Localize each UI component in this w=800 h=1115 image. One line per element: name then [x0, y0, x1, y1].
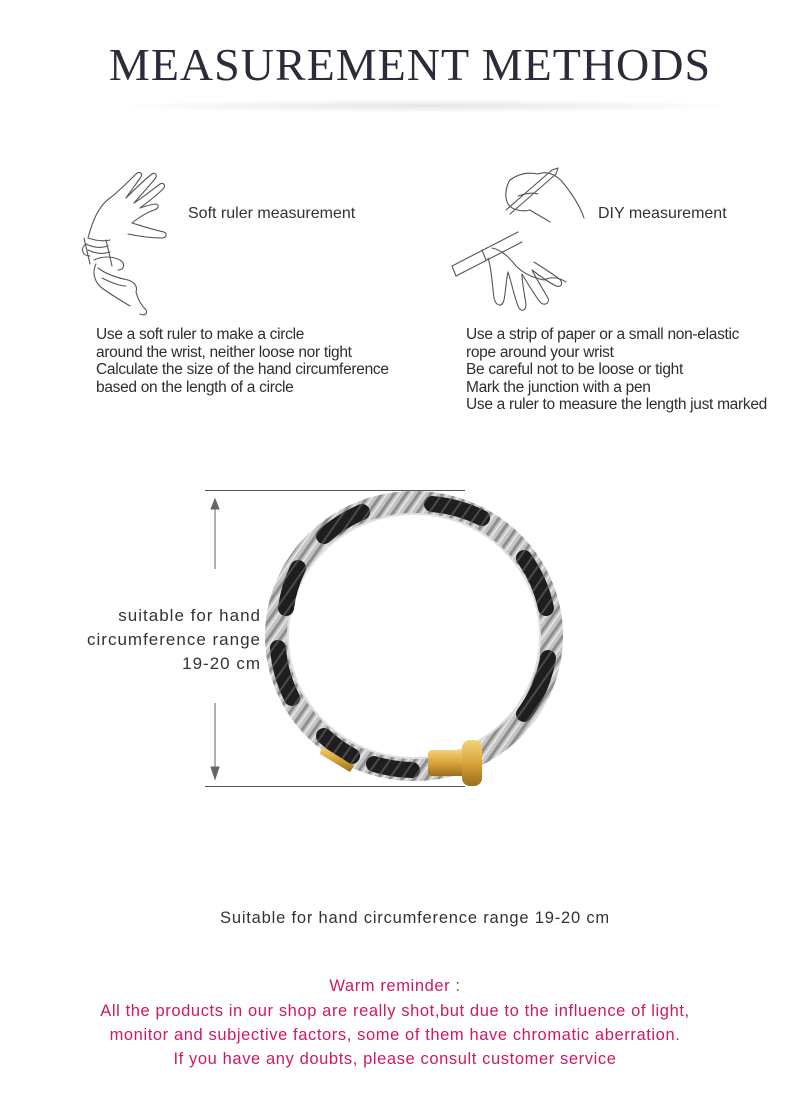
instruction-line: around the wrist, neither loose nor tight [96, 343, 352, 361]
twisted-cable-bracelet-image [262, 488, 572, 788]
reminder-heading: Warm reminder : [329, 977, 461, 995]
hand-range-side-text [87, 604, 261, 676]
hand-paper-strip-icon [448, 166, 588, 316]
page-title: MEASUREMENT METHODS [108, 39, 712, 90]
instruction-line: Calculate the size of the hand circumference [96, 361, 389, 378]
instruction-line: Be careful not to be loose or tight [466, 361, 683, 378]
reminder-line: monitor and subjective factors, some of them have chromatic aberration. [109, 1026, 681, 1044]
side-text-line: 19-20 cm [182, 654, 261, 673]
reminder-line: All the products in our shop are really shot,but due to the influence of light, [100, 1002, 690, 1020]
size-caption: Suitable for hand circumference range 19-20 cm [220, 909, 610, 927]
instruction-line: based on the length of a circle [96, 378, 294, 396]
method-soft-ruler-label: Soft ruler measurement [188, 205, 356, 222]
diy-instructions [466, 326, 767, 414]
hand-soft-ruler-icon [76, 168, 186, 318]
title-divider-shadow [130, 100, 720, 112]
instruction-line: Use a soft ruler to make a circle [96, 326, 305, 343]
side-text-line: circumference range [87, 630, 261, 649]
instruction-line: Mark the junction with a pen [466, 378, 651, 396]
side-text-line: suitable for hand [118, 606, 261, 625]
reminder-line: If you have any doubts, please consult customer service [173, 1050, 617, 1068]
method-diy-label: DIY measurement [598, 205, 727, 222]
soft-ruler-instructions [96, 326, 389, 396]
instruction-line: Use a ruler to measure the length just marked [466, 396, 767, 413]
instruction-line: rope around your wrist [466, 343, 614, 361]
instruction-line: Use a strip of paper or a small non-elastic [466, 326, 740, 343]
